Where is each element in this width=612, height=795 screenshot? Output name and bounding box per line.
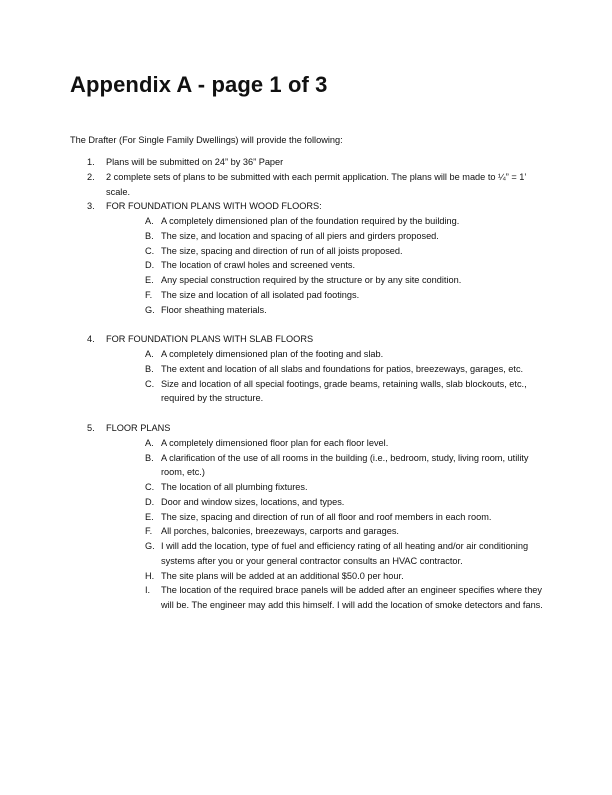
sub-item-letter: C. — [145, 482, 155, 492]
sub-item-text: The location of all plumbing fixtures. — [161, 482, 308, 492]
sub-item-letter: E. — [145, 511, 154, 522]
section-heading-text: FOR FOUNDATION PLANS WITH WOOD FLOORS: — [106, 201, 322, 212]
section-heading-text: FLOOR PLANS — [106, 423, 171, 433]
list-number: 2. — [87, 171, 95, 182]
sub-item — [0, 480, 612, 495]
list-number: 3. — [87, 201, 95, 212]
sub-item-letter: H. — [145, 570, 155, 581]
sub-item-letter: D. — [145, 260, 155, 271]
sub-item-letter: F. — [145, 289, 153, 300]
list-item-text: Plans will be submitted on 24” by 36” Paper — [106, 157, 284, 167]
sub-item-text: Floor sheathing materials. — [161, 304, 267, 315]
sub-item-letter: A. — [145, 349, 154, 359]
sub-item-letter: I. — [145, 585, 151, 596]
sub-item-text: I will add the location, type of fuel and efficiency rating of all heating and/or air conditioning systems after you or your general contractor consults an HVAC contractor. — [161, 541, 529, 566]
sub-item — [0, 362, 612, 377]
sub-item-text: A completely dimensioned plan of the foundation required by the building. — [161, 216, 460, 226]
intro-paragraph: The Drafter (For Single Family Dwellings) will provide the following: — [70, 135, 343, 145]
list-item-5-floor-plans — [0, 421, 612, 613]
sub-item-letter: E. — [145, 275, 154, 285]
sub-item-letter: C. — [145, 245, 155, 256]
sub-item — [0, 288, 612, 303]
section-heading-text: FOR FOUNDATION PLANS WITH SLAB FLOORS — [106, 334, 314, 345]
sub-item — [0, 539, 612, 569]
sub-item-letter: A. — [145, 437, 154, 448]
sub-item-letter: F. — [145, 526, 153, 537]
sub-item-text: A completely dimensioned floor plan for each floor level. — [161, 437, 389, 448]
sub-item — [0, 451, 612, 481]
section-heading — [0, 332, 612, 347]
sub-item-text: The extent and location of all slabs and foundations for patios, breezeways, garages, etc. — [161, 363, 524, 374]
numbered-list — [0, 155, 612, 613]
sub-item-text: Size and location of all special footings, grade beams, retaining walls, slab blockouts, etc., required by the structure. — [161, 378, 527, 404]
sub-item-text: The location of the required brace panels will be added after an engineer specifies where they will be. The engineer may add this himself. I will add the location of smoke detectors and fans. — [161, 585, 543, 610]
list-item-3-wood-floors — [0, 199, 612, 317]
sub-item-text: The size, spacing and direction of run of all joists proposed. — [161, 245, 403, 256]
sub-item-text: The size, spacing and direction of run of all floor and roof members in each room. — [161, 511, 492, 522]
sub-item — [0, 214, 612, 229]
sub-item-letter: B. — [145, 363, 154, 374]
section-heading — [0, 421, 612, 436]
sub-item-letter: D. — [145, 496, 155, 507]
sub-item — [0, 569, 612, 584]
sub-item — [0, 524, 612, 539]
sub-item-text: A clarification of the use of all rooms in the building (i.e., bedroom, study, living room, utility room, etc.) — [161, 452, 529, 478]
list-number: 4. — [87, 334, 95, 345]
sub-item-text: Any special construction required by the structure or by any site condition. — [161, 275, 462, 285]
list-item-4-slab-floors — [0, 332, 612, 406]
sub-item-text: The size and location of all isolated pad footings. — [161, 289, 360, 300]
sub-item-letter: C. — [145, 378, 155, 389]
list-item-1 — [0, 155, 612, 170]
sub-item-text: A completely dimensioned plan of the footing and slab. — [161, 349, 384, 359]
sub-item — [0, 347, 612, 362]
sub-item — [0, 436, 612, 451]
sub-item — [0, 229, 612, 244]
sub-item — [0, 303, 612, 318]
list-item-2 — [0, 170, 612, 200]
sub-item — [0, 258, 612, 273]
list-number: 1. — [87, 157, 95, 167]
sub-item-letter: A. — [145, 216, 154, 226]
sub-item-text: The size, and location and spacing of all piers and girders proposed. — [161, 230, 439, 241]
list-item-row — [0, 170, 612, 200]
sub-item — [0, 273, 612, 288]
sub-item — [0, 244, 612, 259]
sub-item-text: The location of crawl holes and screened vents. — [161, 260, 356, 271]
sub-item-text: All porches, balconies, breezeways, carports and garages. — [161, 526, 399, 537]
sub-item-letter: B. — [145, 230, 154, 241]
list-item-text: 2 complete sets of plans to be submitted with each permit application. The plans will be made to ¼” = 1’ scale. — [106, 171, 527, 197]
sub-item-text: The site plans will be added at an additional $50.0 per hour. — [161, 570, 404, 581]
sub-item — [0, 510, 612, 525]
list-number: 5. — [87, 423, 95, 433]
sub-item-letter: G. — [145, 541, 155, 551]
sub-item-text: Door and window sizes, locations, and types. — [161, 496, 345, 507]
sub-item-letter: G. — [145, 304, 155, 315]
section-heading — [0, 199, 612, 214]
list-item-row — [0, 155, 612, 170]
sub-item — [0, 495, 612, 510]
page-title: Appendix A - page 1 of 3 — [70, 72, 328, 97]
sub-item — [0, 377, 612, 407]
sub-item-letter: B. — [145, 452, 154, 463]
sub-item — [0, 583, 612, 613]
